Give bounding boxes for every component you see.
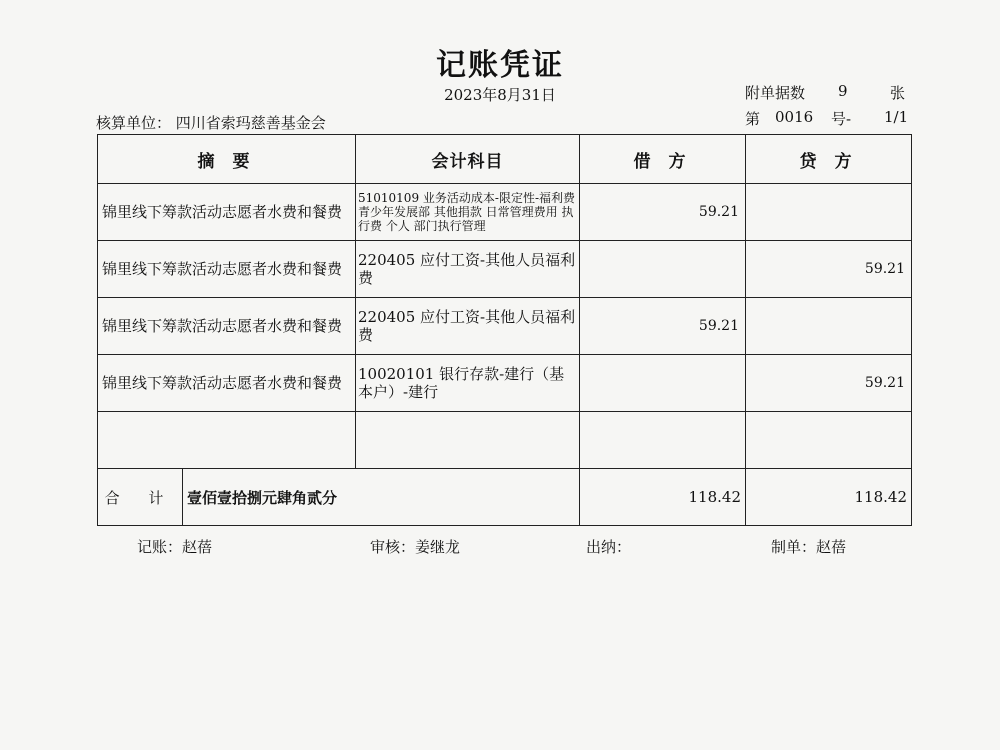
col-credit: 贷 方 <box>746 135 912 184</box>
col-debit: 借 方 <box>580 135 746 184</box>
total-row <box>98 469 912 526</box>
row-summary: 锦里线下筹款活动志愿者水费和餐费 <box>98 241 356 298</box>
attachments-count: 9 <box>838 82 848 100</box>
voucher-title: 记账凭证 <box>436 48 564 83</box>
signature-cashier: 出纳： <box>586 538 632 556</box>
row-account: 51010109 业务活动成本-限定性-福利费 青少年发展部 其他捐款 日常管理费用 执行费 个人 部门执行管理 <box>356 184 580 241</box>
row-debit: 59.21 <box>580 298 746 355</box>
table-row <box>98 241 912 298</box>
col-summary: 摘 要 <box>98 135 356 184</box>
voucher-no-prefix: 第 <box>745 110 761 128</box>
row-credit <box>746 184 912 241</box>
col-account: 会计科目 <box>356 135 580 184</box>
voucher-no: 0016 <box>775 108 814 126</box>
signature-reviewer: 审核：姜继龙 <box>370 538 461 556</box>
total-amount-words: 壹佰壹拾捌元肆角贰分 <box>187 488 338 507</box>
total-label: 合 计 <box>98 469 183 525</box>
row-account: 10020101 银行存款-建行（基本户）-建行 <box>356 355 580 412</box>
signature-preparer: 制单：赵蓓 <box>771 538 847 556</box>
total-credit: 118.42 <box>746 469 912 526</box>
unit-label: 核算单位： <box>96 114 172 132</box>
row-debit <box>580 241 746 298</box>
row-summary: 锦里线下筹款活动志愿者水费和餐费 <box>98 355 356 412</box>
total-debit: 118.42 <box>580 469 746 526</box>
row-debit: 59.21 <box>580 184 746 241</box>
voucher-page: 1/1 <box>884 108 909 126</box>
row-account: 220405 应付工资-其他人员福利费 <box>356 298 580 355</box>
attachments-unit: 张 <box>890 84 906 102</box>
unit-name: 四川省索玛慈善基金会 <box>175 114 326 132</box>
row-account: 220405 应付工资-其他人员福利费 <box>356 241 580 298</box>
voucher-no-suffix: 号- <box>831 110 852 128</box>
table-header <box>98 135 912 184</box>
row-summary: 锦里线下筹款活动志愿者水费和餐费 <box>98 184 356 241</box>
row-summary: 锦里线下筹款活动志愿者水费和餐费 <box>98 298 356 355</box>
signature-bookkeeper: 记账：赵蓓 <box>137 538 213 556</box>
table-row <box>98 355 912 412</box>
accounting-unit <box>96 112 326 133</box>
voucher-date: 2023年8月31日 <box>444 86 556 104</box>
voucher-table <box>97 134 912 526</box>
table-row <box>98 298 912 355</box>
table-row <box>98 184 912 241</box>
table-row-empty <box>98 412 912 469</box>
row-credit: 59.21 <box>746 241 912 298</box>
row-debit <box>580 355 746 412</box>
attachments-label: 附单据数 <box>745 84 806 102</box>
row-credit: 59.21 <box>746 355 912 412</box>
row-credit <box>746 298 912 355</box>
